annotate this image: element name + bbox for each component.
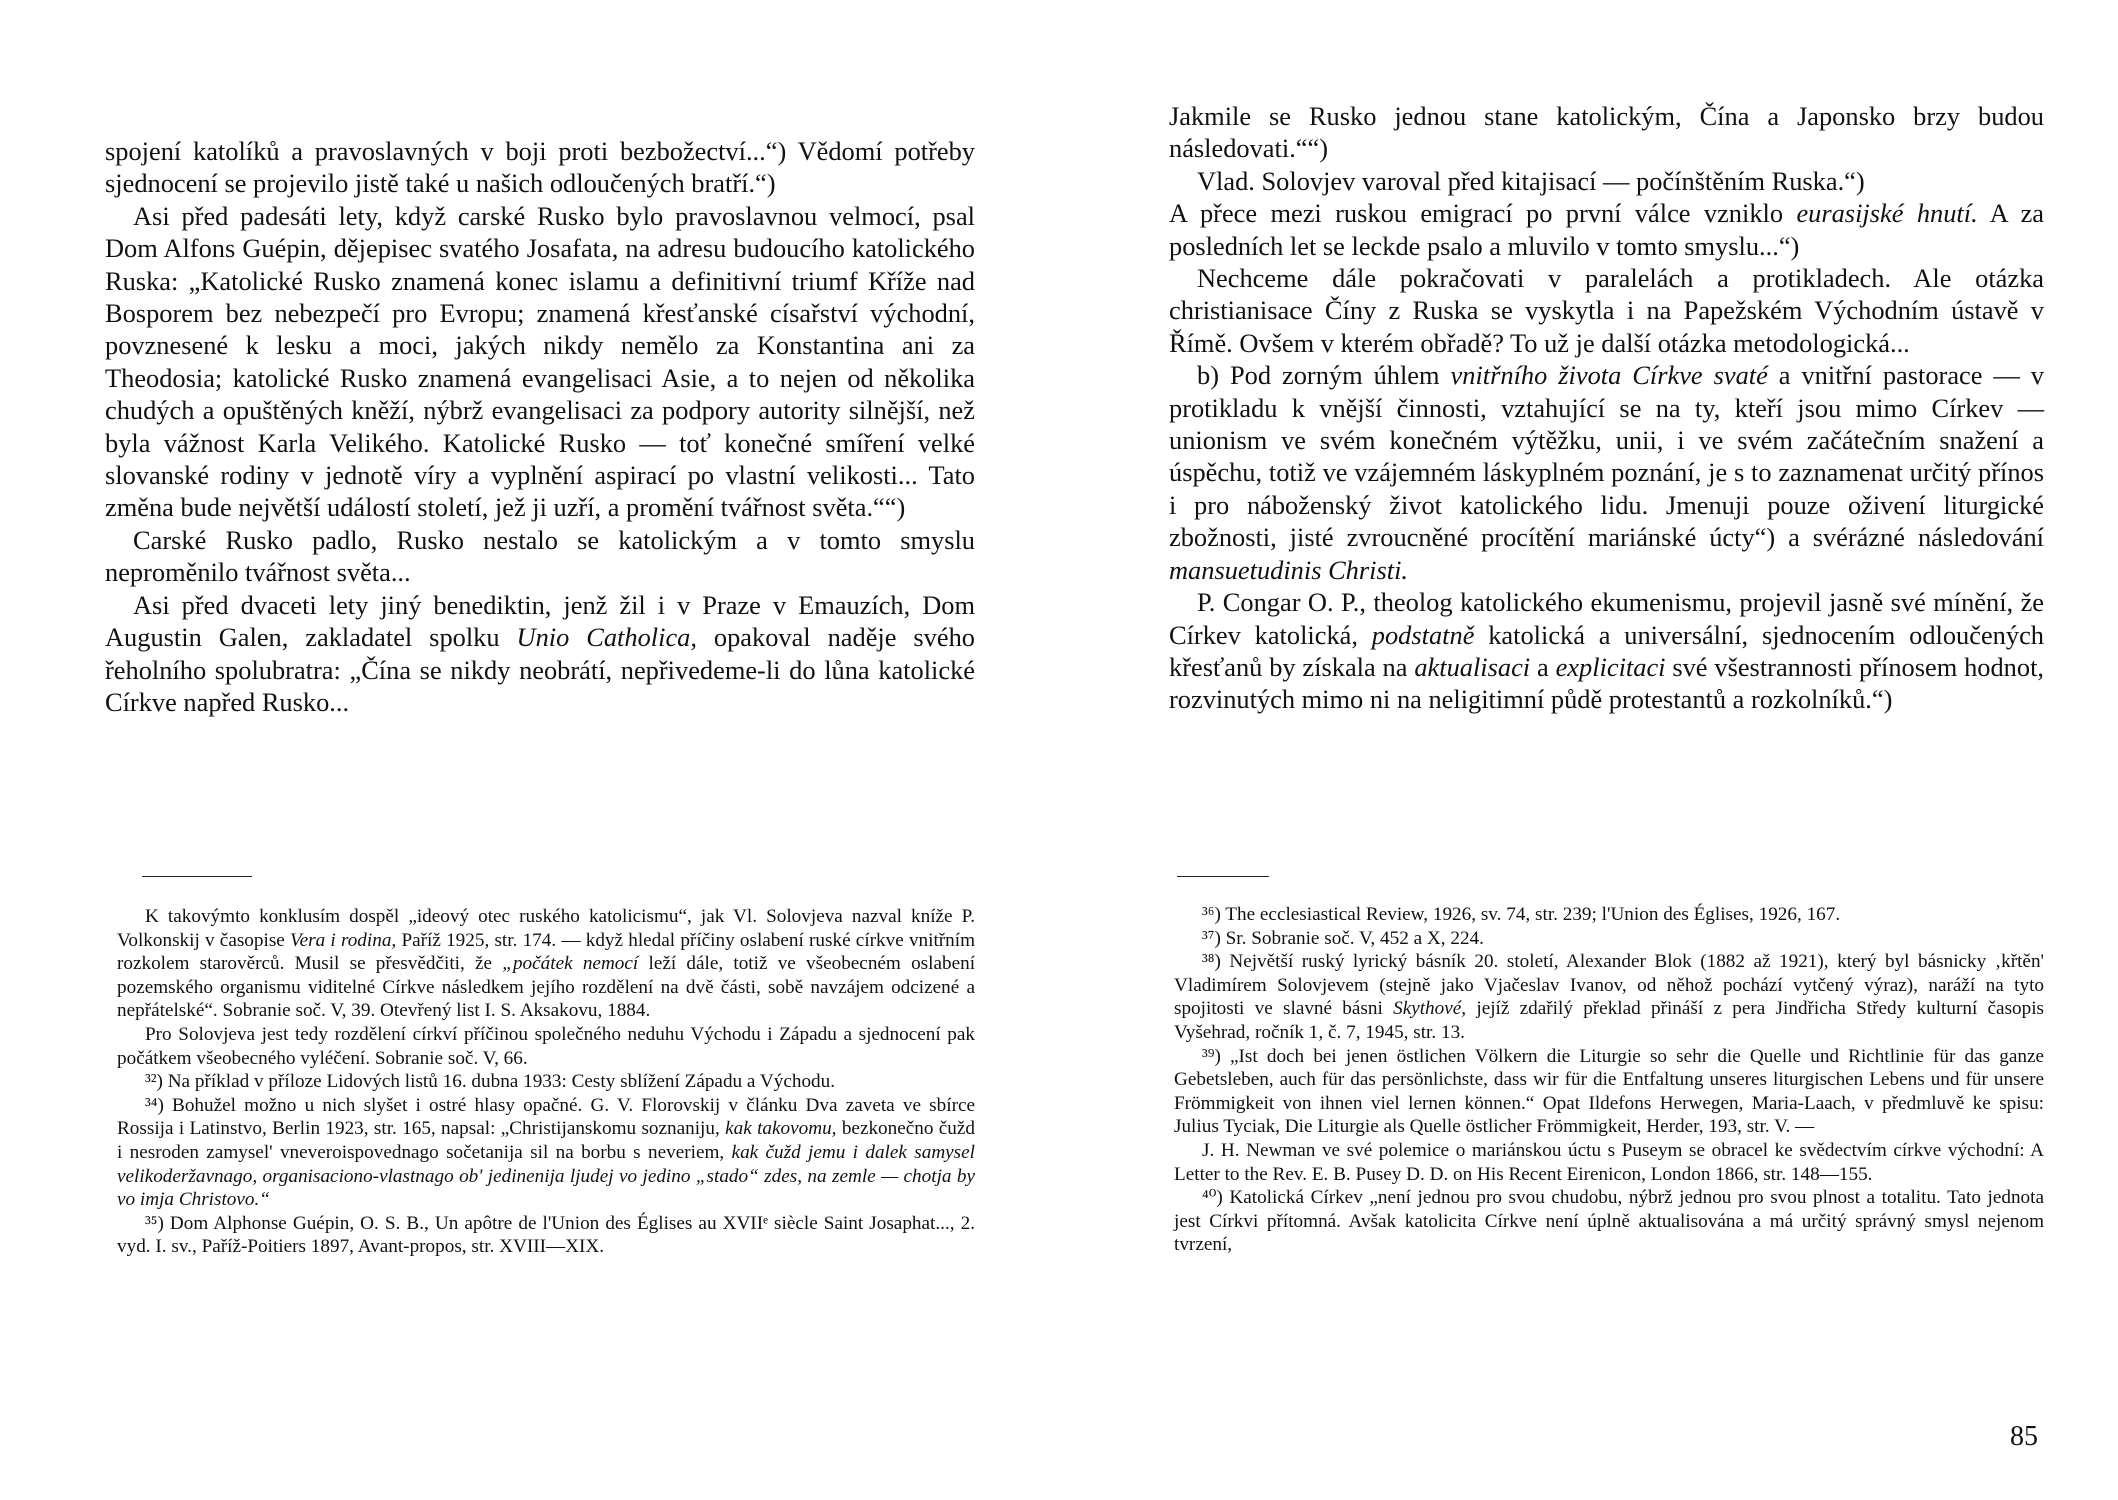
right-paragraph-1: Jakmile se Rusko jednou stane katolickým, Čína a Japonsko brzy budou následovati.““) [1169, 101, 2044, 164]
left-paragraph-4-italic: Unio Catholica, [516, 622, 697, 653]
left-paragraph-3: Carské Rusko padlo, Rusko nestalo se katolickým a v tomto smyslu neproměnilo tvářnost světa... [105, 524, 975, 588]
left-footnote-34-text-b: bezkonečno čužd i nesroden zamysel' vneveroispovednago sočetanija sil na borbu s neveriem, [117, 1118, 976, 1163]
right-footnote-38-italic: Skythové, [1393, 998, 1467, 1020]
left-paragraph-4-text-b: opakoval naděje svého řeholního spolubratra: „Čína se nikdy neobrátí, nepřivedeme-li do lůna katolické Církve napřed Rusko... [105, 622, 975, 717]
left-body-text [105, 135, 975, 718]
left-paragraph-1: spojení katolíků a pravoslavných v boji proti bezbožectví...“) Vědomí potřeby sjednocení se projevilo jistě také u našich odloučených bratří.“) [105, 136, 975, 199]
left-footnote-34-italic-a: kak takovomu, [725, 1118, 837, 1140]
right-footnote-39: ³⁹) „Ist doch bei jenen östlichen Völkern die Liturgie so sehr die Quelle und Richtlinie für das ganze Gebetsleben, auch für das persönlichste, dass wir für die Entfaltung unseres liturgischen Lebens und für unsere Frömmigkeit von ihnen viel lernen können.“ Opat Ildefons Herwegen, Maria-Laach, v předmluvě ke spisu: Julius Tyciak, Die Liturgie als Quelle östlicher Frömmigkeit, Herder, 193, str. V. — [1174, 1045, 2044, 1138]
right-footnote-rule [1177, 876, 1269, 877]
right-paragraph-6-italic-a: podstatně [1371, 619, 1475, 650]
right-paragraph-5 [1169, 359, 2044, 586]
page-number: 85 [2010, 1421, 2038, 1452]
right-paragraph-3-text-a: A přece mezi ruskou emigrací po první válce vzniklo [1169, 198, 1784, 229]
right-paragraph-6-text-a: P. Congar O. P., theolog katolického ekumenismu, projevil jasně své mínění, že Církev katolická, [1169, 587, 2044, 650]
right-footnote-36: ³⁶) The ecclesiastical Review, 1926, sv. 74, str. 239; l'Union des Églises, 1926, 167. [1202, 904, 1841, 925]
left-footnote-34-text-a: ³⁴) Bohužel možno u nich slyšet i ostré hlasy opačné. G. V. Florovskij v článku Dva zaveta ve sbírce Rossija i Latinstvo, Berlin 1923, str. 165, napsal: „Christijanskomu soznaniju, [117, 1094, 975, 1140]
right-page [1059, 0, 2118, 1500]
right-paragraph-5-italic-b: mansuetudinis Christi. [1169, 554, 1409, 585]
left-footnotes [117, 905, 975, 1259]
left-footnote-34 [117, 1094, 975, 1212]
right-paragraph-6 [1169, 586, 2044, 716]
right-footnote-39-continued: J. H. Newman ve své polemice o mariánskou úctu s Puseym se obracel ke svědectvím církve východní: A Letter to the Rev. E. B. Pusey D. D. on His Recent Eirenicon, London 1866, str. 148—155. [1174, 1139, 2044, 1185]
right-paragraph-4: Nechceme dále pokračovati v paralelách a protikladech. Ale otázka christianisace Číny z Ruska se vyskytla i na Papežském Východním ústavě v Římě. Ovšem v kterém obřadě? To už je další otázka metodologická... [1169, 263, 2044, 358]
left-footnote-2: Pro Solovjeva jest tedy rozdělení církví příčinou společného neduhu Východu i Západu a sjednocení pak počátkem všeobecného vyléčení. Sobranie soč. V, 66. [117, 1023, 975, 1069]
right-paragraph-5-italic-a: vnitřního života Církve svaté [1450, 360, 1768, 391]
right-paragraph-6-italic-b: aktualisaci [1414, 651, 1531, 682]
right-paragraph-3 [1169, 197, 2044, 262]
left-footnote-33: ³²) Na příklad v příloze Lidových listů 16. dubna 1933: Cesty sblížení Západu a Východu. [145, 1071, 836, 1093]
left-footnote-1-italic-b: „počátek nemocí [502, 953, 639, 975]
right-paragraph-3-text-b: A za posledních let se leckde psalo a mluvilo v tomto smyslu...“) [1169, 198, 2044, 261]
right-paragraph-5-text-b: a vnitřní pastorace — v protikladu k vnější činnosti, vztahující se na ty, kteří jsou mimo Církev — unionism ve svém konečném výtěžku, unii, i ve svém začátečním snažení a úspěchu, totiž ve vzájemném láskyplném poznání, je s to zaznamenat určitý přínos i pro náboženský život katolického lidu. Jmenuji pouze oživení liturgické zbožnosti, jisté zvroucněné procítění mariánské úcty“) a svérázné následování [1169, 360, 2044, 553]
left-footnote-1-text-a: K takovýmto konklusím dospěl „ideový otec ruského katolicismu“, jak Vl. Solovjeva nazval kníže P. Volkonskij v časopise [117, 906, 975, 951]
left-footnote-1 [117, 905, 975, 1023]
right-body-text [1169, 100, 2044, 716]
left-footnote-rule [142, 876, 252, 877]
left-footnote-1-text-c: leží dále, totiž ve všeobecném oslabení pozemského organismu viditelné Církve následkem jejího rozdělení na dvě části, sobě navzájem odcizené a nepřátelské“. Sobranie soč. V, 39. Otevřený list I. S. Aksakovu, 1884. [117, 953, 976, 1022]
right-paragraph-6-text-b: katolická a universální, sjednocením odloučených křesťanů by získala na [1169, 619, 2044, 682]
left-footnote-34-italic-b: kak čužd jemu i dalek samysel velikoderžavnago, organisaciono-vlastnago ob' jedinenija ljudej vo jedino „stado“ zdes, na zemle — chotja by vo imja Christovo.“ [117, 1141, 976, 1211]
left-footnote-1-text-b: Paříž 1925, str. 174. — když hledal příčiny oslabení ruské církve vnitřním rozkolem starověrců. Musil se přesvědčiti, že [117, 929, 976, 975]
left-paragraph-4 [105, 589, 975, 719]
left-footnote-1-italic-a: Vera i rodina, [290, 929, 397, 951]
right-paragraph-6-italic-c: explicitaci [1555, 651, 1666, 682]
right-footnote-38-text-a: ³⁸) Největší ruský lyrický básník 20. století, Alexander Blok (1882 až 1921), který byl básnicky ‚křtěn' Vladimírem Solovjevem (stejně jako Vjačeslav Ivanov, od něhož pochází vytčený výraz), naráží na tyto spojitosti ve slavné básni [1174, 951, 2044, 1020]
right-paragraph-6-text-d: své všestrannosti přínosem hodnot, rozvinutých mimo ni na neligitimní půdě protestantů a rozkolníků.“) [1169, 651, 2044, 715]
right-footnote-37: ³⁷) Sr. Sobranie soč. V, 452 a X, 224. [1202, 927, 1484, 949]
right-footnote-38 [1174, 950, 2044, 1044]
left-paragraph-2: Asi před padesáti lety, když carské Rusko bylo pravoslavnou velmocí, psal Dom Alfons Guépin, dějepisec svatého Josafata, na adresu budoucího katolického Ruska: „Katolické Rusko znamená konec islamu a definitivní triumf Kříže nad Bosporem bez nebezpečí pro Evropu; znamená křesťanské císařství východní, povznesené k lesku a moci, jakých nikdy nemělo za Konstantina ani za Theodosia; katolické Rusko znamená evangelisaci Asie, a to nejen od několika chudých a opuštěných kněží, nýbrž evangelisaci za podpory autority silnější, než byla vážnost Karla Velikého. Katolické Rusko — toť konečné smíření velké slovanské rodiny v jednotě víry a vyplnění aspirací po vlastní velikosti... Tato změna bude největší událostí století, jež ji uzří, a promění tvářnost světa.““) [105, 200, 975, 523]
right-paragraph-6-text-c: a [1537, 651, 1549, 682]
right-paragraph-3-italic: eurasijské hnutí. [1796, 198, 1978, 229]
right-footnote-38-text-b: jejíž zdařilý překlad přináší z pera Jindřicha Středy kulturní časopis Vyšehrad, ročník 1, č. 7, 1945, str. 13. [1174, 998, 2045, 1043]
right-footnotes [1174, 903, 2044, 1257]
right-paragraph-5-text-a: b) Pod zorným úhlem [1197, 360, 1440, 391]
right-paragraph-2: Vlad. Solovjev varoval před kitajisací — počínštěním Ruska.“) [1197, 165, 1865, 196]
left-footnote-35: ³⁵) Dom Alphonse Guépin, O. S. B., Un apôtre de l'Union des Églises au XVIIᵉ siècle Saint Josaphat..., 2. vyd. I. sv., Paříž-Poitiers 1897, Avant-propos, str. XVIII—XIX. [117, 1212, 975, 1258]
left-paragraph-4-text-a: Asi před dvaceti lety jiný benediktin, jenž žil i v Praze v Emauzích, Dom Augustin Galen, zakladatel spolku [105, 589, 975, 653]
right-footnote-40: ⁴⁰) Katolická Církev „není jednou pro svou chudobu, nýbrž jednou pro svou plnost a totalitu. Tato jednota jest Církvi přítomná. Avšak katolicita Církve není úplně aktualisována a má určitý správný smysl nejenom tvrzení, [1174, 1187, 2044, 1256]
